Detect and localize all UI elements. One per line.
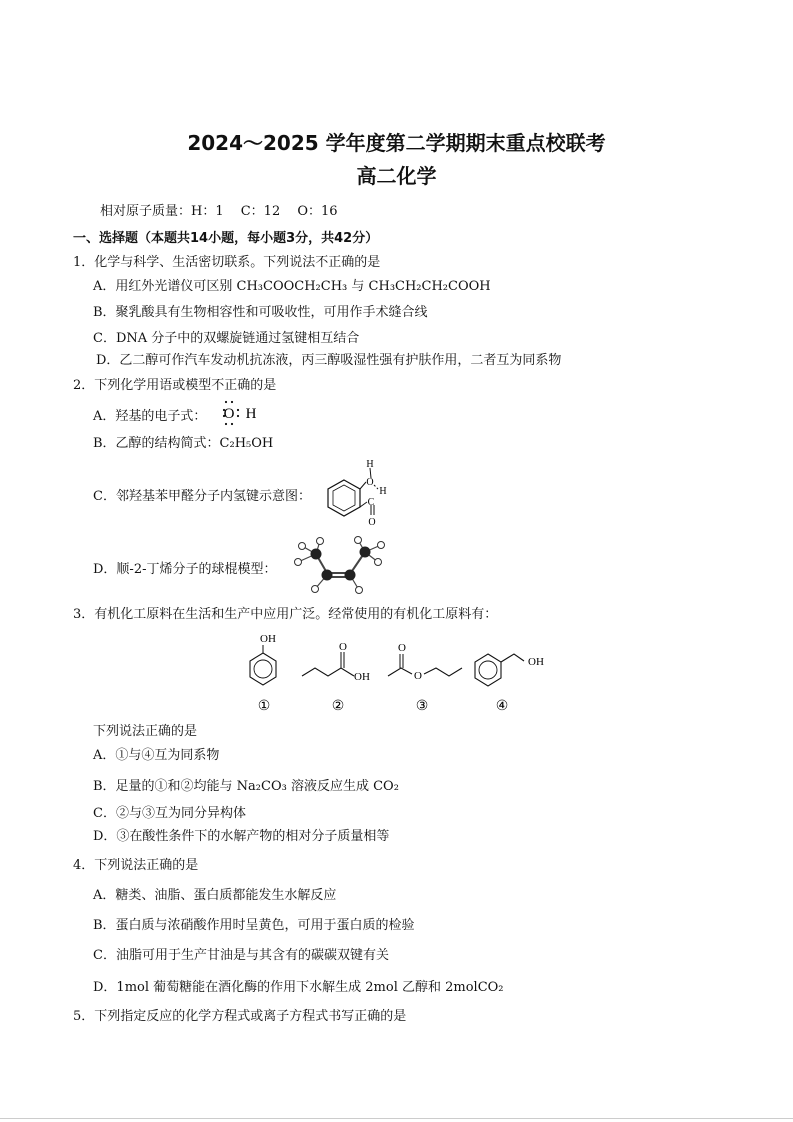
q3-option-a: A．①与④互为同系物 — [93, 748, 220, 763]
atomic-mass-line: 相对原子质量：H：1 C：12 O：16 — [100, 204, 338, 219]
q1-option-a: A．用红外光谱仪可区别 CH₃COOCH₂CH₃ 与 CH₃CH₂CH₂COOH — [93, 279, 491, 294]
q3-option-b: B．足量的①和②均能与 Na₂CO₃ 溶液反应生成 CO₂ — [93, 779, 399, 794]
q2-option-b: B．乙醇的结构简式：C₂H₅OH — [93, 436, 274, 451]
salicylaldehyde-h-bond-diagram — [322, 458, 392, 528]
svg-text:③: ③ — [415, 698, 429, 714]
q3-option-d: D．③在酸性条件下的水解产物的相对分子质量相等 — [93, 829, 390, 844]
q1-option-b: B．聚乳酸具有生物相容性和可吸收性，可用作手术缝合线 — [93, 305, 428, 320]
svg-text:C: C — [367, 497, 375, 508]
q1-option-c: C．DNA 分子中的双螺旋链通过氢键相互结合 — [93, 331, 360, 346]
hydroxyl-electron-formula — [218, 398, 262, 428]
structure-1-phenol — [250, 633, 276, 714]
q2-option-d: D．顺-2-丁烯分子的球棍模型： — [93, 562, 277, 577]
svg-text:OH: OH — [528, 656, 544, 668]
svg-text:①: ① — [257, 698, 271, 714]
q3-option-c: C．②与③互为同分异构体 — [93, 806, 246, 821]
structure-3-ester — [388, 642, 462, 714]
section-title: 一、选择题（本题共14小题，每小题3分，共42分） — [73, 231, 379, 246]
q4-stem: 4．下列说法正确的是 — [73, 858, 199, 873]
q4-option-d: D．1mol 葡萄糖能在酒化酶的作用下水解生成 2mol 乙醇和 2molCO₂ — [93, 980, 504, 995]
q3-stem: 3．有机化工原料在生活和生产中应用广泛。经常使用的有机化工原料有： — [73, 607, 498, 622]
svg-text:②: ② — [331, 698, 345, 714]
q1-option-d: D．乙二醇可作汽车发动机抗冻液，丙三醇吸湿性强有护肤作用，二者互为同系物 — [96, 353, 562, 368]
cis-2-butene-ball-stick-model — [282, 536, 388, 596]
svg-text:O: O — [366, 477, 374, 488]
svg-text:H: H — [366, 459, 374, 470]
q4-option-c: C．油脂可用于生产甘油是与其含有的碳碳双键有关 — [93, 948, 389, 963]
q4-option-a: A．糖类、油脂、蛋白质都能发生水解反应 — [93, 888, 337, 903]
svg-text:④: ④ — [495, 698, 509, 714]
q5-stem: 5．下列指定反应的化学方程式或离子方程式书写正确的是 — [73, 1009, 407, 1024]
svg-text:OH: OH — [260, 633, 276, 645]
page-bottom-rule — [0, 1118, 793, 1119]
svg-text:O: O — [398, 642, 406, 654]
q2-option-a: A．羟基的电子式： — [93, 409, 207, 424]
structure-2-butanoic-acid — [302, 641, 370, 714]
q2-stem: 2．下列化学用语或模型不正确的是 — [73, 378, 277, 393]
svg-text:O: O — [414, 670, 422, 682]
formula-o: O — [223, 406, 235, 422]
q3-prompt: 下列说法正确的是 — [93, 724, 198, 739]
q4-option-b: B．蛋白质与浓硝酸作用时呈黄色，可用于蛋白质的检验 — [93, 918, 415, 933]
exam-subtitle: 高二化学 — [356, 164, 437, 188]
exam-title: 2024～2025 学年度第二学期期末重点校联考 — [187, 131, 606, 155]
svg-text:H: H — [379, 486, 387, 497]
svg-text:OH: OH — [354, 671, 370, 683]
q2-option-c: C．邻羟基苯甲醛分子内氢键示意图： — [93, 489, 311, 504]
structure-4-benzyl-alcohol — [475, 654, 544, 714]
svg-text:O: O — [368, 517, 376, 528]
formula-h: H — [245, 406, 257, 422]
q3-structures — [238, 628, 558, 716]
q1-stem: 1．化学与科学、生活密切联系。下列说法不正确的是 — [73, 255, 381, 270]
svg-text:O: O — [339, 641, 347, 653]
